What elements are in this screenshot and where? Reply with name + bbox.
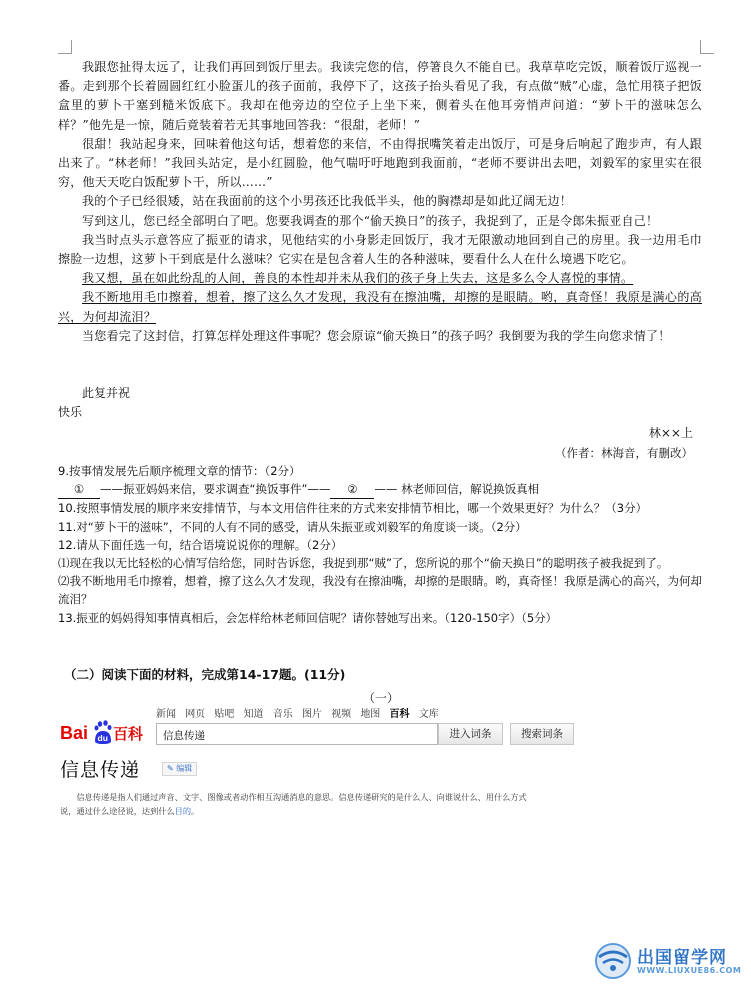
baike-search-input[interactable]: 信息传递 (156, 723, 438, 745)
underlined-sentence: 我又想，虽在如此纷乱的人间，善良的本性却并未从我们的孩子身上失去，这是多么令人喜悦的事情。 (82, 271, 634, 286)
crop-mark-top-left (58, 40, 72, 54)
sequence-text-2: —— 林老师回信，解说换饭真相 (374, 482, 540, 497)
crop-mark-top-right (700, 40, 714, 54)
letter-closing (58, 384, 702, 422)
entry-title: 信息传递 (60, 759, 141, 781)
question-12-option-2: ⑵我不断地用毛巾擦着，想着，擦了这么久才发现，我没有在擦油嘴，却擦的是眼睛。哟，真奇怪！我原是满心的高兴，为何却流泪？ (58, 574, 702, 607)
signature-block (555, 424, 693, 463)
baidu-baike-screenshot (58, 700, 702, 820)
globe-icon (593, 941, 633, 981)
sequence-text-1: ——振亚妈妈来信，要求调查“换饭事件”—— (100, 482, 331, 497)
story-paragraph-6 (58, 269, 702, 288)
story-paragraph-1: 我跟您扯得太远了，让我们再回到饭厅里去。我读完您的信，停箸良久不能自已。我草草吃完饭，顺着饭厅巡视一番。走到那个长着圆圆红红小脸蛋儿的孩子面前，我停下了，这孩子抬头看见了我，有点做“贼”心虚，急忙用筷子把饭盒里的萝卜干塞到糙米饭底下。我却在他旁边的空位子上坐下来，侧着头在他耳旁悄声问道：“萝卜干的滋味怎么样？”他先是一惊，随后竟装着若无其事地回答我：“很甜，老师！” (58, 60, 702, 132)
question-13: 13.振亚的妈妈得知事情真相后，会怎样给林老师回信呢？请你替她写出来。（120-150字）（5分） (58, 610, 558, 625)
nav-web[interactable]: 网页 (185, 709, 206, 720)
question-9-sequence (58, 480, 702, 499)
enter-entry-button[interactable]: 进入词条 (438, 723, 503, 745)
question-10: 10.按照事情发展的顺序来安排情节，与本文用信件往来的方式来安排情节相比，哪一个效果更好？为什么？（3分） (58, 501, 648, 516)
site-watermark (593, 940, 751, 982)
entry-description (60, 790, 530, 818)
question-12: 12.请从下面任选一句，结合语境说说你的理解。（2分） (58, 537, 343, 552)
pencil-icon: ✎ (167, 764, 174, 773)
nav-wenku[interactable]: 文库 (418, 709, 439, 720)
section-2-heading: （二）阅读下面的材料，完成第14-17题。(11分) (64, 667, 346, 682)
logo-text-bai: Bai (60, 723, 89, 743)
story-paragraph-2: 很甜！我站起身来，回味着他这句话，想着您的来信，不由得抿嘴笑着走出饭厅，可是身后响起了跑步声，有人跟出来了。“林老师！”我回头站定，是小红圆脸，他气喘吁吁地跑到我面前，“老师不要讲出去吧，刘毅军的家里实在很穷，他天天吃白饭配萝卜干，所以……” (58, 136, 702, 190)
closing-line-1: 此复并祝 (82, 386, 131, 400)
story-paragraph-3: 我的个子已经很矮，站在我面前的这个小男孩还比我低半头，他的胸襟却是如此辽阔无边！ (82, 194, 573, 209)
answer-blank-1[interactable]: ① (58, 480, 100, 499)
nav-baike[interactable]: 百科 (389, 709, 410, 720)
description-link[interactable]: 目的 (174, 806, 192, 816)
nav-images[interactable]: 图片 (301, 709, 322, 720)
nav-music[interactable]: 音乐 (272, 709, 293, 720)
signature-name: 林××上 (648, 426, 693, 440)
material-one-label: （一） (363, 691, 400, 705)
search-entry-button[interactable]: 搜索词条 (510, 723, 574, 745)
nav-map[interactable]: 地图 (360, 709, 381, 720)
nav-video[interactable]: 视频 (331, 709, 352, 720)
story-text (58, 58, 702, 346)
baidu-baike-logo[interactable] (60, 720, 152, 746)
questions-block (58, 462, 702, 627)
description-text: 信息传递是指人们通过声音、文字、图像或者动作相互沟通消息的意思。信息传递研究的是什么人、向谁说什么、用什么方式说，通过什么途径说，达到什么 (60, 792, 527, 816)
closing-line-2: 快乐 (58, 405, 83, 420)
underlined-sentence-2: 我不断地用毛巾擦着，想着，擦了这么久才发现，我没有在擦油嘴，却擦的是眼睛。哟，真奇怪！我原是满心的高兴，为何却流泪？ (58, 290, 702, 324)
edit-entry-button[interactable] (162, 762, 197, 776)
logo-text-baike: 百科 (113, 725, 144, 743)
nav-tieba[interactable]: 贴吧 (214, 709, 235, 720)
question-9: 9.按事情发展先后顺序梳理文章的情节：（2分） (58, 464, 301, 478)
edit-label: 编辑 (176, 764, 193, 773)
story-paragraph-5: 我当时点头示意答应了振亚的请求，见他结实的小身影走回饭厅，我才无限激动地回到自己的房里。我一边用毛巾擦脸一边想，这萝卜干到底是什么滋味？它实在是包含着人生的各种滋味，要看什么人在什么境遇下吃它。 (58, 232, 702, 267)
answer-blank-2[interactable]: ② (330, 480, 374, 499)
question-12-option-1: ⑴现在我以无比轻松的心情写信给您，同时告诉您，我捉到那“贼”了，您所说的那个“偷天换日”的聪明孩子被我捉到了。 (58, 556, 669, 571)
question-11: 11.对“萝卜干的滋味”，不同的人有不同的感受，请从朱振亚或刘毅军的角度谈一谈。（2分） (58, 519, 527, 534)
story-paragraph-7 (58, 288, 702, 326)
watermark-title: 出国留学网 (637, 948, 727, 968)
logo-text-du: du (97, 733, 108, 743)
nav-zhidao[interactable]: 知道 (243, 709, 264, 720)
story-paragraph-4: 写到这儿，您已经全部明白了吧。您要我调查的那个“偷天换日”的孩子，我捉到了，正是令郎朱振亚自己！ (82, 213, 659, 228)
watermark-url: WWW.LIUXUE86.COM (637, 966, 742, 975)
nav-news[interactable]: 新闻 (156, 709, 176, 720)
baidu-nav (156, 705, 445, 720)
story-paragraph-8: 当您看完了这封信，打算怎样处理这件事呢？您会原谅“偷天换日”的孩子吗？我倒要为我的学生向您求情了！ (82, 328, 671, 343)
author-credit: （作者：林海音，有删改） (555, 446, 693, 460)
description-end: 。 (191, 806, 200, 816)
